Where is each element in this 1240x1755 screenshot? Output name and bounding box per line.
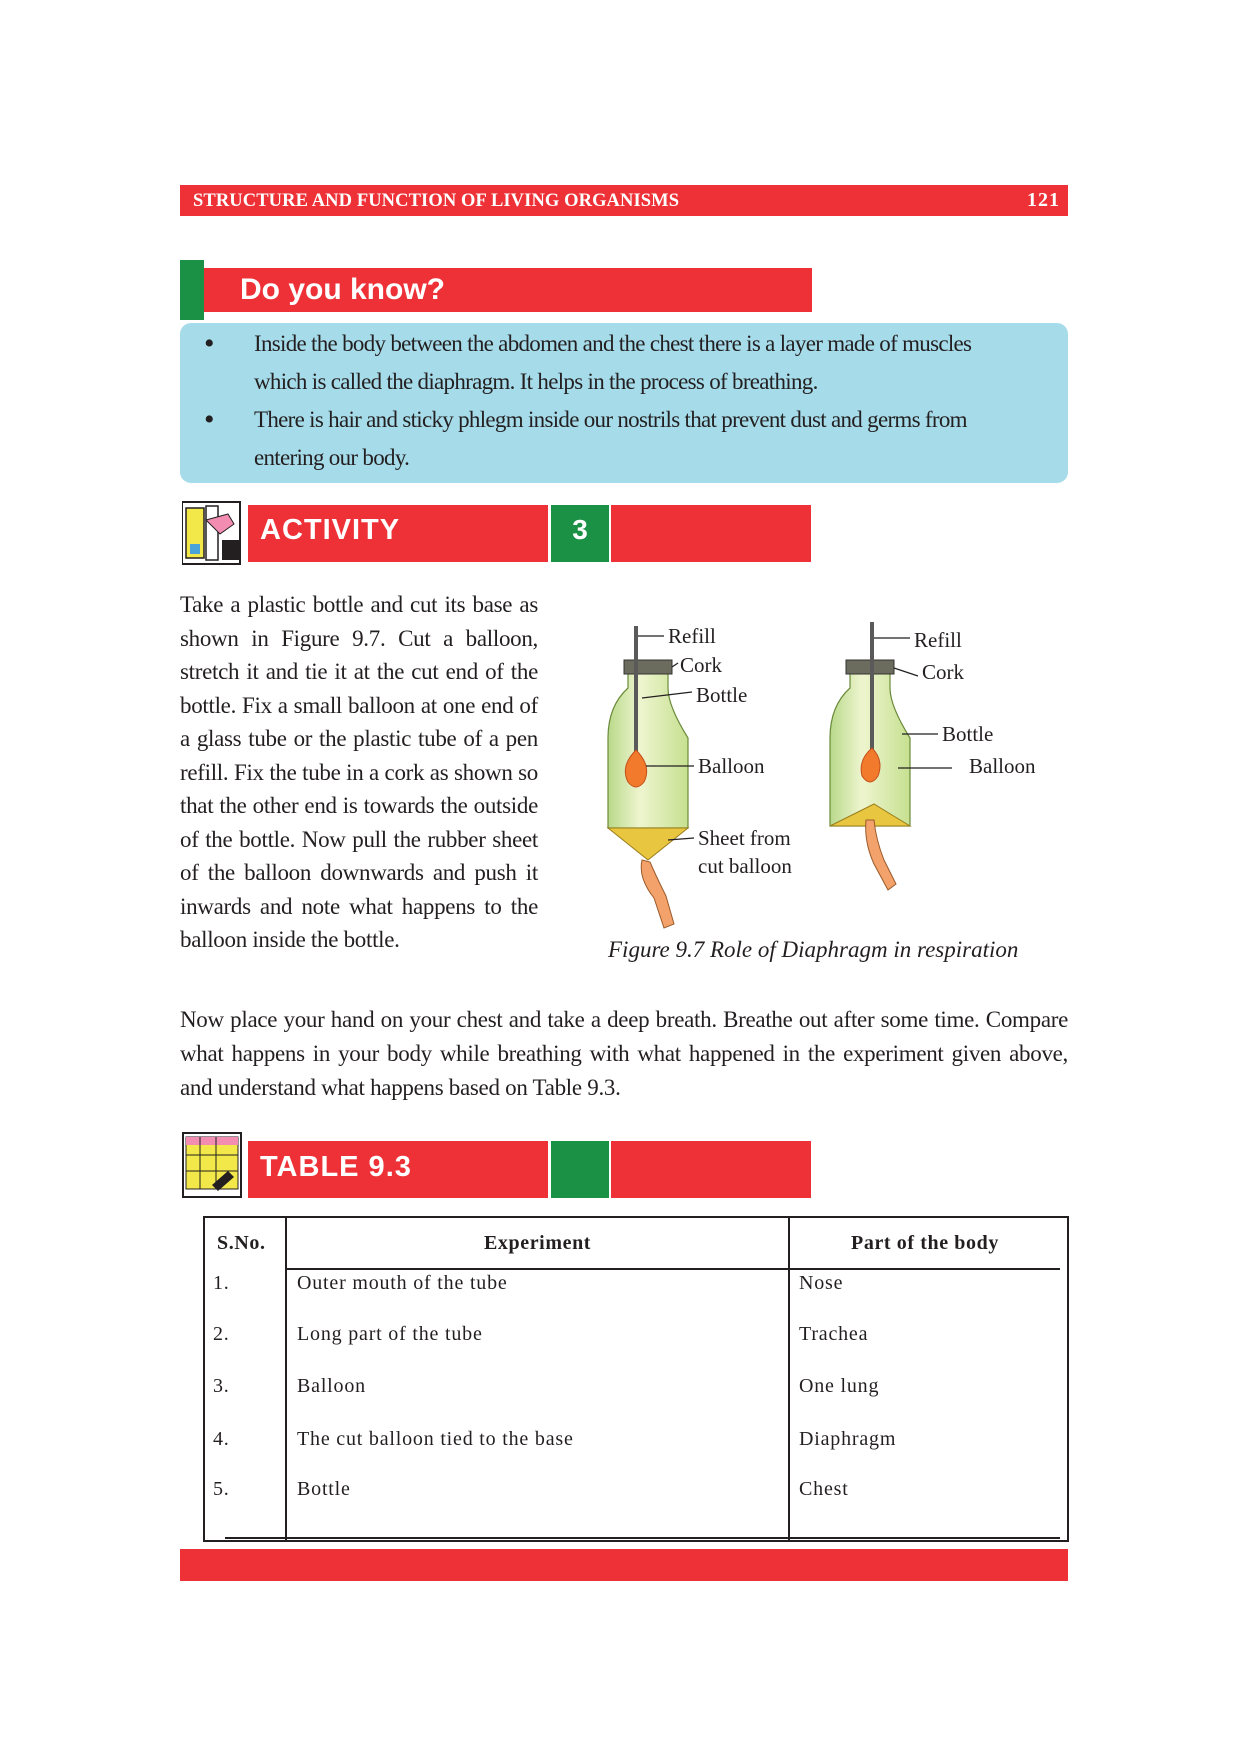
header-divider <box>285 1268 1060 1270</box>
do-you-know-item <box>254 325 1044 401</box>
cell-sno: 2. <box>213 1323 230 1345</box>
figure-diaphragm <box>598 608 1058 938</box>
cell-sno: 5. <box>213 1478 230 1500</box>
activity-number: 3 <box>572 514 588 545</box>
cell-part: Chest <box>799 1478 849 1500</box>
column-divider <box>285 1218 287 1540</box>
label-sheet-line1: Sheet from <box>698 826 791 850</box>
chapter-title: STRUCTURE AND FUNCTION OF LIVING ORGANISMS <box>193 191 680 211</box>
left-bottle <box>608 626 688 928</box>
do-you-know-box <box>180 323 1068 483</box>
cell-experiment: The cut balloon tied to the base <box>297 1428 574 1450</box>
page-number: 121 <box>1027 189 1060 211</box>
column-header-part: Part of the body <box>851 1232 999 1254</box>
cell-experiment: Outer mouth of the tube <box>297 1272 508 1294</box>
item-line: Inside the body between the abdomen and the chest there is a layer made of muscles <box>254 331 972 356</box>
label-balloon-left: Balloon <box>698 754 765 778</box>
body-paragraph: Now place your hand on your chest and take a deep breath. Breathe out after some time. Compare what happens in your body while breathing with what happened in the experiment given above, and understand what happens based on Table 9.3. <box>180 1007 1068 1100</box>
label-sheet-line2: cut balloon <box>698 854 792 878</box>
activity-banner-end <box>611 505 811 562</box>
item-line: There is hair and sticky phlegm inside our nostrils that prevent dust and germs from <box>254 407 967 432</box>
do-you-know-accent <box>180 260 204 320</box>
cell-sno: 3. <box>213 1375 230 1397</box>
figure-caption: Figure 9.7 Role of Diaphragm in respiration <box>608 937 1019 962</box>
do-you-know-item <box>254 401 1044 477</box>
label-cork-right: Cork <box>922 660 964 684</box>
right-bottle <box>830 622 910 890</box>
cell-part: One lung <box>799 1375 880 1397</box>
cell-experiment: Long part of the tube <box>297 1323 483 1345</box>
cell-part: Diaphragm <box>799 1428 897 1450</box>
label-refill-left: Refill <box>668 624 716 648</box>
cell-sno: 1. <box>213 1272 230 1294</box>
activity-label: ACTIVITY <box>260 514 401 546</box>
column-divider <box>788 1218 790 1540</box>
label-refill-right: Refill <box>914 628 962 652</box>
page-footer-bar <box>180 1549 1068 1581</box>
activity-icon <box>182 500 244 566</box>
column-header-sno: S.No. <box>217 1232 266 1254</box>
bullet-icon: • <box>204 403 215 436</box>
cell-part: Nose <box>799 1272 844 1294</box>
cell-sno: 4. <box>213 1428 230 1450</box>
table-banner-accent <box>551 1141 609 1198</box>
column-header-experiment: Experiment <box>483 1232 592 1254</box>
item-line: entering our body. <box>254 445 410 470</box>
data-table <box>203 1216 1069 1542</box>
bullet-icon: • <box>204 327 215 360</box>
table-label: TABLE 9.3 <box>260 1151 412 1183</box>
table-bottom-rule <box>225 1537 1060 1539</box>
table-banner-end <box>611 1141 811 1198</box>
do-you-know-title: Do you know? <box>240 273 445 306</box>
cell-experiment: Bottle <box>297 1478 351 1500</box>
page-header <box>180 185 1068 216</box>
label-bottle-right: Bottle <box>942 722 994 746</box>
item-line: which is called the diaphragm. It helps in the process of breathing. <box>254 369 818 394</box>
cell-part: Trachea <box>799 1323 869 1345</box>
table-icon <box>182 1131 244 1199</box>
label-cork-left: Cork <box>680 653 722 677</box>
cell-experiment: Balloon <box>297 1375 366 1397</box>
activity-text: Take a plastic bottle and cut its base as shown in Figure 9.7. Cut a balloon, stretch it and tie it at the cut end of the bottle. Fix a small balloon at one end of a glass tube or the plastic tube of a pen refill. Fix the tube in a cork as shown so that the other end is towards the outside of the bottle. Now pull the rubber sheet of the balloon downwards and push it inwards and note what happens to the balloon inside the bottle. <box>180 592 538 952</box>
label-balloon-right: Balloon <box>969 754 1036 778</box>
label-bottle-left: Bottle <box>696 683 748 707</box>
